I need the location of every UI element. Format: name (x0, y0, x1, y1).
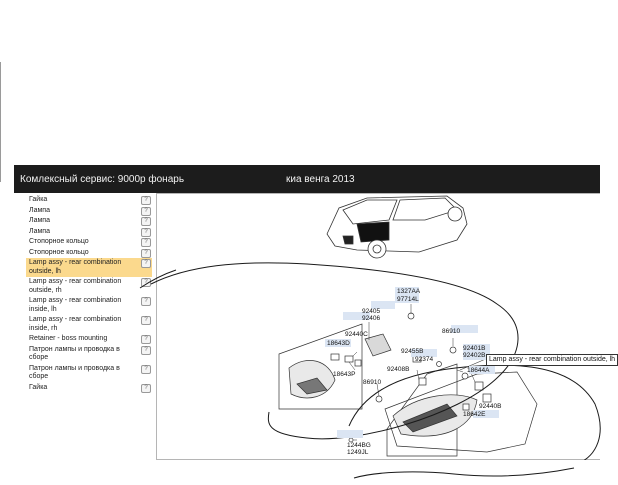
info-icon[interactable]: ? (141, 238, 151, 247)
parts-list-item-label: Лампа (29, 217, 50, 224)
car-illustration (327, 196, 467, 258)
parts-list-item[interactable] (26, 206, 152, 217)
part-number[interactable]: 1244BG (347, 442, 371, 449)
parts-list-item-label: Лампа (29, 227, 50, 235)
part-number[interactable]: 86910 (442, 328, 461, 335)
info-icon[interactable]: ? (141, 316, 151, 325)
page-title: Комлексный сервис: 9000р фонарь (20, 174, 185, 185)
parts-list-item[interactable] (26, 334, 152, 345)
parts-list-item-label: Retainer - boss mounting (29, 335, 108, 342)
part-number[interactable]: 18642E (463, 411, 486, 418)
bottom-strokes (14, 460, 600, 480)
part-number[interactable]: 1249JL (347, 449, 369, 456)
info-icon[interactable]: ? (141, 384, 151, 393)
info-icon[interactable]: ? (141, 278, 151, 287)
parts-list-item[interactable] (26, 227, 152, 238)
parts-list (26, 195, 152, 393)
parts-list-item[interactable] (26, 315, 152, 334)
part-number[interactable]: 97714L (397, 296, 419, 303)
info-icon[interactable]: ? (141, 196, 151, 205)
part-number[interactable]: 92455B (401, 348, 424, 355)
info-icon[interactable]: ? (141, 346, 151, 355)
parts-list-item-label: Стопорное кольцо (29, 248, 89, 256)
parts-list-item-label: Патрон лампы и проводка в сборе (29, 364, 120, 380)
left-edge-line (0, 62, 1, 182)
parts-list-item[interactable] (26, 216, 152, 227)
parts-list-item-label: Lamp assy - rear combination outside, rh (29, 278, 122, 294)
parts-list-item-label: Lamp assy - rear combination inside, rh (29, 316, 122, 332)
parts-list-item-label: Лампа (29, 206, 50, 214)
parts-list-item-label: Гайка (29, 196, 48, 203)
part-number[interactable]: 92440B (479, 403, 502, 410)
part-number[interactable]: 86910 (363, 379, 382, 386)
vehicle-title: киа венга 2013 (286, 174, 355, 185)
title-bar (14, 165, 600, 193)
parts-list-item-label: Стопорное кольцо (29, 238, 89, 245)
part-number[interactable]: 92374 (415, 356, 434, 363)
bottom-area (14, 460, 600, 480)
parts-panel (14, 193, 154, 480)
parts-list-item-label: Патрон лампы и проводка в сборе (29, 345, 120, 361)
part-number[interactable]: 18643D (327, 340, 350, 347)
part-number[interactable]: 18643P (333, 371, 356, 378)
parts-list-item[interactable] (26, 345, 152, 364)
part-number[interactable]: 92408B (387, 366, 410, 373)
part-tooltip: Lamp assy - rear combination outside, lh (486, 354, 618, 366)
lamp-assembly-drawing (279, 324, 537, 456)
parts-list-item[interactable] (26, 237, 152, 248)
diagram-svg (157, 194, 601, 461)
parts-list-item[interactable] (26, 258, 152, 277)
parts-list-item-label: Lamp assy - rear combination inside, lh (29, 297, 122, 313)
parts-list-item-label: Lamp assy - rear combination outside, lh (29, 259, 122, 275)
parts-list-item[interactable] (26, 383, 152, 394)
parts-list-item[interactable] (26, 296, 152, 315)
info-icon[interactable]: ? (141, 335, 151, 344)
info-icon[interactable]: ? (141, 207, 151, 216)
info-icon[interactable]: ? (141, 249, 151, 258)
parts-list-item[interactable] (26, 195, 152, 206)
info-icon[interactable]: ? (141, 365, 151, 374)
label-highlight (337, 430, 363, 438)
parts-list-item-label: Гайка (29, 383, 48, 391)
part-number[interactable]: 1327AA (397, 288, 421, 295)
part-number[interactable]: 92406 (362, 315, 381, 322)
part-number[interactable]: 92405 (362, 308, 381, 315)
parts-list-item[interactable] (26, 364, 152, 383)
part-number[interactable]: 92440C (345, 331, 368, 338)
parts-list-item[interactable] (26, 277, 152, 296)
info-icon[interactable]: ? (141, 297, 151, 306)
parts-list-item[interactable] (26, 248, 152, 259)
info-icon[interactable]: ? (141, 259, 151, 268)
part-number[interactable]: 92401B (463, 345, 486, 352)
info-icon[interactable]: ? (141, 228, 151, 237)
info-icon[interactable]: ? (141, 217, 151, 226)
part-number[interactable]: 18644A (467, 367, 490, 374)
selection-callout-line (138, 268, 178, 294)
part-number[interactable]: 92402B (463, 352, 486, 359)
parts-diagram (156, 193, 600, 460)
